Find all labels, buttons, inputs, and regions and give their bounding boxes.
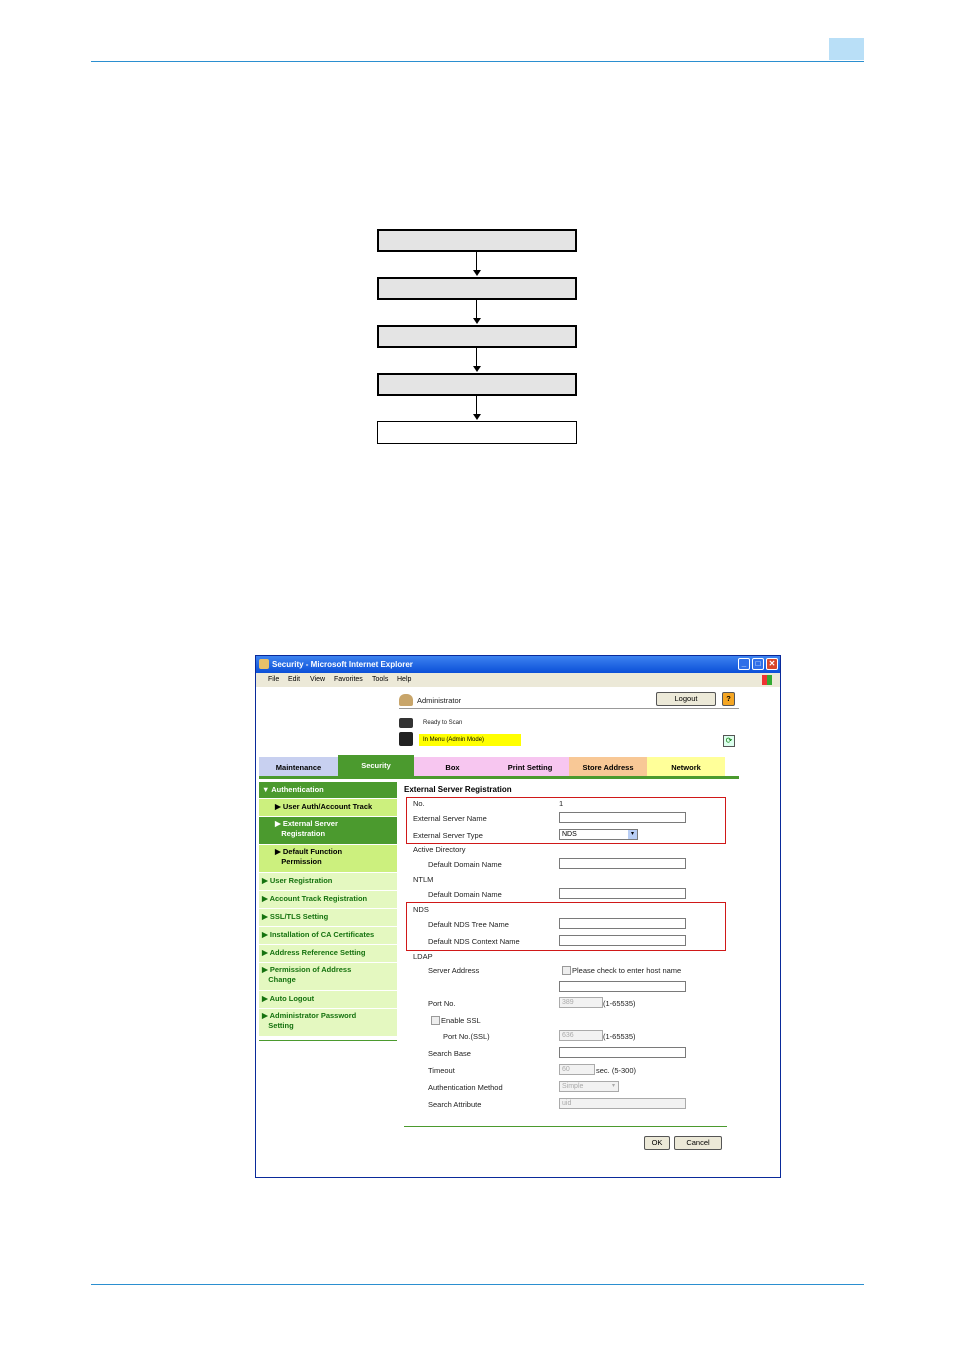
no-value: 1 bbox=[559, 799, 564, 808]
enable-ssl-checkbox[interactable] bbox=[431, 1016, 440, 1025]
refresh-icon[interactable]: ⟳ bbox=[723, 735, 735, 747]
host-checkbox[interactable] bbox=[562, 966, 571, 975]
status-ready: Ready to Scan bbox=[423, 720, 463, 726]
maximize-icon[interactable]: □ bbox=[752, 658, 764, 670]
sidebar-item-user-registration[interactable]: ▶ User Registration bbox=[259, 873, 397, 890]
nds-label: NDS bbox=[413, 905, 429, 914]
window-title: Security - Microsoft Internet Explorer bbox=[272, 660, 413, 669]
sidebar-label: Setting bbox=[268, 1021, 294, 1030]
ldap-label: LDAP bbox=[413, 952, 433, 961]
sidebar-item-user-auth[interactable]: ▶ User Auth/Account Track bbox=[259, 799, 397, 816]
flow-arrow bbox=[476, 348, 477, 367]
browser-window bbox=[255, 655, 781, 1178]
sidebar-item-authentication[interactable]: ▼ Authentication bbox=[259, 782, 397, 798]
no-label: No. bbox=[413, 799, 425, 808]
nds-context-label: Default NDS Context Name bbox=[428, 937, 520, 946]
sidebar-label: Account Track Registration bbox=[269, 894, 368, 903]
tab-underline bbox=[259, 776, 739, 779]
sidebar-label: SSL/TLS Setting bbox=[269, 912, 329, 921]
timeout-range: sec. (5-300) bbox=[596, 1066, 637, 1075]
menu-view[interactable]: View bbox=[310, 676, 326, 683]
sidebar-item-admin-password[interactable]: ▶ Administrator Password Setting bbox=[259, 1009, 397, 1036]
flow-arrowhead bbox=[473, 270, 481, 276]
user-label: Administrator bbox=[417, 696, 462, 705]
ntlm-domain-label: Default Domain Name bbox=[428, 890, 502, 899]
sidebar-item-address-reference[interactable]: ▶ Address Reference Setting bbox=[259, 945, 397, 962]
flow-arrowhead bbox=[473, 414, 481, 420]
page-content bbox=[256, 687, 780, 1177]
sidebar-item-account-track[interactable]: ▶ Account Track Registration bbox=[259, 891, 397, 908]
nds-tree-label: Default NDS Tree Name bbox=[428, 920, 509, 929]
flow-step-5 bbox=[377, 421, 577, 444]
server-address-label: Server Address bbox=[428, 966, 480, 975]
logout-button[interactable]: Logout bbox=[656, 692, 716, 706]
sidebar-label: Registration bbox=[281, 829, 326, 838]
sidebar-item-auto-logout[interactable]: ▶ Auto Logout bbox=[259, 991, 397, 1008]
cancel-button[interactable]: Cancel bbox=[674, 1136, 722, 1150]
status-admin-mode: In Menu (Admin Mode) bbox=[419, 734, 521, 746]
flow-arrow bbox=[476, 300, 477, 319]
menu-favorites[interactable]: Favorites bbox=[334, 676, 363, 683]
header-rule bbox=[91, 61, 864, 62]
port-input[interactable]: 389 bbox=[559, 997, 603, 1008]
chevron-down-icon[interactable]: ▾ bbox=[611, 1083, 615, 1089]
sidebar-label: Installation of CA Certificates bbox=[269, 930, 375, 939]
footer-rule bbox=[91, 1284, 864, 1285]
menu-help[interactable]: Help bbox=[397, 676, 412, 683]
sidebar-label: User Auth/Account Track bbox=[282, 802, 373, 811]
active-directory-label: Active Directory bbox=[413, 845, 466, 854]
ntlm-label: NTLM bbox=[413, 875, 434, 884]
windows-logo-icon bbox=[762, 675, 772, 685]
close-icon[interactable]: ✕ bbox=[766, 658, 778, 670]
sidebar-label: Change bbox=[268, 975, 296, 984]
nds-tree-input[interactable] bbox=[559, 918, 686, 929]
menu-edit[interactable]: Edit bbox=[288, 676, 301, 683]
host-check-label: Please check to enter host name bbox=[572, 966, 682, 975]
tab-network[interactable]: Network bbox=[647, 757, 725, 776]
administrator-icon bbox=[399, 694, 413, 706]
port-ssl-range: (1-65535) bbox=[603, 1032, 636, 1041]
search-base-label: Search Base bbox=[428, 1049, 471, 1058]
sidebar-label: Permission of Address bbox=[269, 965, 352, 974]
header-divider bbox=[399, 708, 739, 709]
tab-security[interactable]: Security bbox=[338, 755, 414, 778]
sidebar-item-ca[interactable]: ▶ Installation of CA Certificates bbox=[259, 927, 397, 944]
flow-arrowhead bbox=[473, 366, 481, 372]
sidebar-label: Address Reference Setting bbox=[269, 948, 366, 957]
search-base-input[interactable] bbox=[559, 1047, 686, 1058]
sidebar-item-ssl[interactable]: ▶ SSL/TLS Setting bbox=[259, 909, 397, 926]
title-bar bbox=[256, 656, 780, 673]
flow-step-3 bbox=[377, 325, 577, 348]
menu-file[interactable]: File bbox=[268, 676, 280, 683]
menu-bar bbox=[256, 673, 780, 687]
server-name-input[interactable] bbox=[559, 812, 686, 823]
tab-store-address[interactable]: Store Address bbox=[569, 757, 647, 776]
port-ssl-label: Port No.(SSL) bbox=[443, 1032, 490, 1041]
search-attr-label: Search Attribute bbox=[428, 1100, 482, 1109]
auth-method-label: Authentication Method bbox=[428, 1083, 503, 1092]
tab-box[interactable]: Box bbox=[414, 757, 491, 776]
port-label: Port No. bbox=[428, 999, 456, 1008]
chapter-tab bbox=[829, 38, 864, 60]
machine-icon bbox=[399, 732, 413, 746]
server-address-input[interactable] bbox=[559, 981, 686, 992]
flow-arrowhead bbox=[473, 318, 481, 324]
ok-button[interactable]: OK bbox=[644, 1136, 670, 1150]
auth-method-value: Simple bbox=[562, 1083, 584, 1090]
sidebar-label: Default Function bbox=[282, 847, 343, 856]
help-icon[interactable]: ? bbox=[722, 692, 735, 706]
timeout-input[interactable]: 60 bbox=[559, 1064, 595, 1075]
tab-print-setting[interactable]: Print Setting bbox=[491, 757, 569, 776]
sidebar-label: Administrator Password bbox=[269, 1011, 357, 1020]
timeout-label: Timeout bbox=[428, 1066, 455, 1075]
ad-domain-label: Default Domain Name bbox=[428, 860, 502, 869]
minimize-icon[interactable]: _ bbox=[738, 658, 750, 670]
flow-arrow bbox=[476, 396, 477, 415]
server-type-value: NDS bbox=[562, 831, 577, 838]
server-type-select[interactable] bbox=[559, 829, 638, 840]
auth-method-select[interactable] bbox=[559, 1081, 619, 1092]
nds-context-input[interactable] bbox=[559, 935, 686, 946]
sidebar-divider bbox=[259, 1040, 397, 1041]
sidebar-label: Auto Logout bbox=[269, 994, 315, 1003]
search-attr-input[interactable]: uid bbox=[559, 1098, 686, 1109]
ie-page-icon bbox=[259, 659, 269, 669]
ntlm-domain-input[interactable] bbox=[559, 888, 686, 899]
sidebar-label: Permission bbox=[281, 857, 322, 866]
port-ssl-input[interactable]: 636 bbox=[559, 1030, 603, 1041]
sidebar-label: User Registration bbox=[269, 876, 333, 885]
sidebar-item-permission-address[interactable]: ▶ Permission of Address Change bbox=[259, 963, 397, 990]
chevron-down-icon[interactable]: ▾ bbox=[628, 830, 637, 839]
sidebar-item-default-function[interactable]: ▶ Default Function Permission bbox=[259, 845, 397, 872]
flow-step-1 bbox=[377, 229, 577, 252]
form-divider bbox=[404, 1126, 727, 1127]
form-heading: External Server Registration bbox=[404, 785, 512, 794]
ad-domain-input[interactable] bbox=[559, 858, 686, 869]
flow-arrow bbox=[476, 252, 477, 271]
flow-step-2 bbox=[377, 277, 577, 300]
sidebar-label: External Server bbox=[282, 819, 338, 828]
port-range: (1-65535) bbox=[603, 999, 636, 1008]
printer-icon bbox=[399, 718, 413, 728]
flow-step-4 bbox=[377, 373, 577, 396]
enable-ssl-label: Enable SSL bbox=[441, 1016, 481, 1025]
server-type-label: External Server Type bbox=[413, 831, 483, 840]
tab-maintenance[interactable]: Maintenance bbox=[259, 757, 338, 776]
server-name-label: External Server Name bbox=[413, 814, 487, 823]
sidebar-item-external-server[interactable]: ▶ External Server Registration bbox=[259, 817, 397, 844]
menu-tools[interactable]: Tools bbox=[372, 676, 389, 683]
sidebar-label: Authentication bbox=[271, 785, 324, 794]
